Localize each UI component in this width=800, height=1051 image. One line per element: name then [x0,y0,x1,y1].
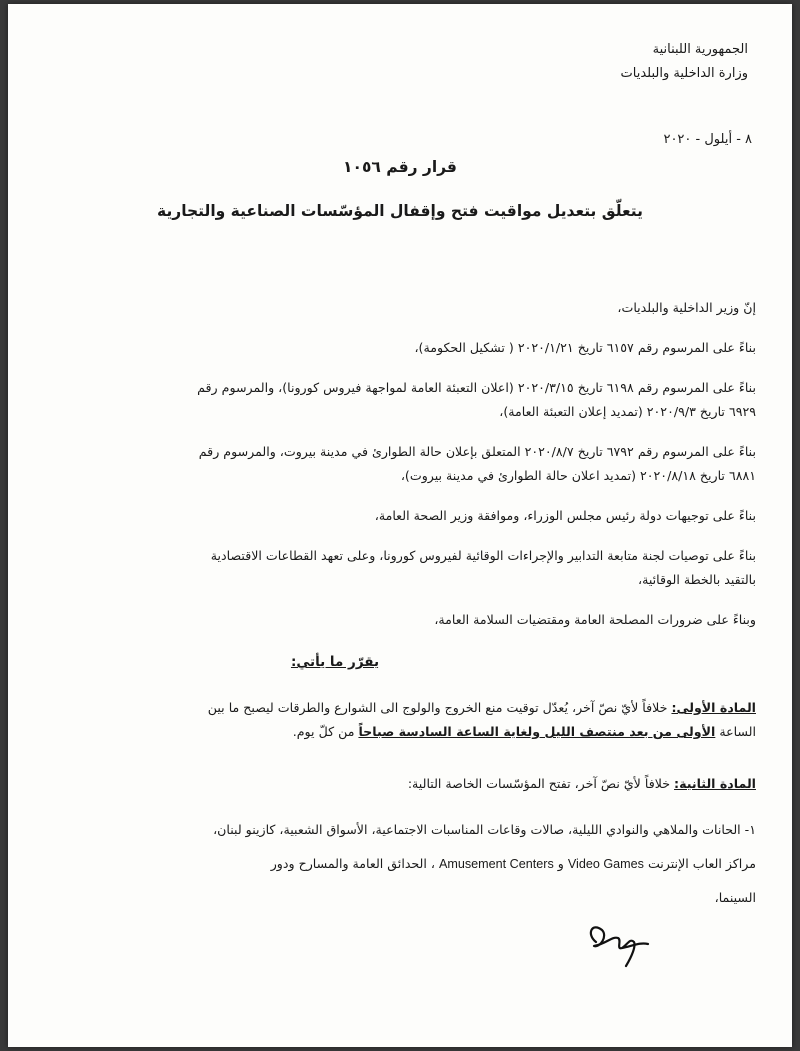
video-games-text: Video Games [567,857,644,871]
curfew-hours: الأولى من بعد منتصف الليل ولغاية الساعة السادسة صباحاً [358,724,716,739]
recital-3-line-1: بناءً على المرسوم رقم ٦٧٩٢ تاريخ ٢٠٢٠/٨/٧ المتعلق بإعلان حالة الطوارئ في مدينة بيروت، والمرسوم رقم [198,444,756,459]
recital-5-line-2: بالتقيد بالخطة الوقائية، [638,572,756,587]
article-1-line-2 [44,720,756,744]
intro-line: إنّ وزير الداخلية والبلديات، [617,300,756,315]
item-1-line-2 [44,852,756,876]
recital-4: بناءً على توجيهات دولة رئيس مجلس الوزراء، وموافقة وزير الصحة العامة، [374,508,756,523]
recital-3-line-2: ٦٨٨١ تاريخ ٢٠٢٠/٨/١٨ (تمديد اعلان حالة الطوارئ في مدينة بيروت)، [400,468,756,483]
ministry-name: وزارة الداخلية والبلديات [620,66,748,81]
article-1-label: المادة الأولى: [671,700,756,715]
recital-1: بناءً على المرسوم رقم ٦١٥٧ تاريخ ٢٠٢٠/١/٢١ ( تشكيل الحكومة)، [414,340,756,355]
article-2-line [44,772,756,796]
conjunction-and: و [553,856,568,871]
article-1-time-prefix: الساعة [715,724,756,739]
recital-6: وبناءً على ضرورات المصلحة العامة ومقتضيات السلامة العامة، [434,612,756,627]
decision-body [44,296,756,910]
internet-centers-text: مراكز العاب الإنترنت [643,856,756,871]
article-1-line-1 [44,696,756,720]
republic-name: الجمهورية اللبنانية [652,42,748,57]
article-2-text: خلافاً لأيّ نصّ آخر، تفتح المؤسّسات الخاصة التالية: [407,776,675,791]
document-page [8,4,792,1047]
article-1-time-suffix: من كلّ يوم. [292,724,359,739]
item-1-line-3: السينما، [714,890,756,905]
article-2-label: المادة الثانية: [674,776,756,791]
decides-heading: يقرّر ما يأتي: [290,654,380,670]
decision-date: ٨ - أيلول - ٢٠٢٠ [663,132,752,147]
item-1-line-1: ١- الحانات والملاهي والنوادي الليلية، صالات وقاعات المناسبات الاجتماعية، الأسواق الشعبية، كازينو لبنان، [213,822,756,837]
article-1-text: خلافاً لأيّ نصّ آخر، يُعدّل توقيت منع الخروج والولوج الى الشوارع والطرقات ليصبح ما بين [207,700,672,715]
recital-2-line-2: ٦٩٢٩ تاريخ ٢٠٢٠/٩/٣ (تمديد إعلان التعبئة العامة)، [499,404,756,419]
recital-2-line-1: بناءً على المرسوم رقم ٦١٩٨ تاريخ ٢٠٢٠/٣/١٥ (اعلان التعبئة العامة لمواجهة فيروس كورونا)، والمرسوم رقم [197,380,756,395]
decision-title: قرار رقم ١٠٥٦ [343,158,457,176]
signature-mark [582,916,652,970]
parks-theaters-text: ، الحدائق العامة والمسارح ودور [270,856,439,871]
recital-5-line-1: بناءً على توصيات لجنة متابعة التدابير والإجراءات الوقائية لفيروس كورونا، وعلى تعهد القطاعات الاقتصادية [210,548,756,563]
decision-subject: يتعلّق بتعديل مواقيت فتح وإقفال المؤسّسات الصناعية والتجارية [157,202,643,220]
amusement-centers-text: Amusement Centers [438,857,554,871]
letterhead [448,38,748,86]
